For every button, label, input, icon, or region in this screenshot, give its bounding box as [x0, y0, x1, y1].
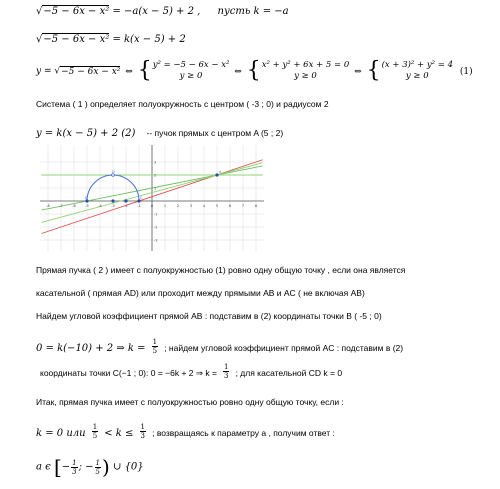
x-tick-label: -2 — [124, 204, 128, 208]
point-A — [216, 174, 219, 177]
point-label: B — [85, 196, 88, 200]
x-tick-label: -7 — [59, 204, 63, 208]
system-2-row: x² + y² + 6x + 5 = 0 — [261, 60, 350, 70]
x-tick-label: -4 — [98, 204, 102, 208]
system-2-row: y ≥ 0 — [294, 71, 317, 81]
x-tick-label: -6 — [72, 204, 76, 208]
iff-symbol: ⇔ — [234, 66, 242, 77]
y-tick-label: 3 — [154, 160, 157, 165]
sqrt-symbol: √ — [36, 34, 43, 45]
fraction-denominator: 5 — [152, 347, 158, 355]
system-tag: (1) — [459, 66, 473, 77]
system-1: { y² = −5 − 6x − x² y ≥ 0 — [137, 58, 230, 83]
x-tick-label: 2 — [176, 204, 180, 208]
iff-symbol: ⇔ — [125, 66, 133, 77]
x-tick-label: -3 — [111, 204, 115, 208]
paragraph-1a: Прямая пучка ( 2 ) имеет с полуокружностью (1) ровно одну общую точку , если она является — [36, 265, 406, 275]
system-3: { (x + 3)² + y² = 4 y ≥ 0 — [366, 58, 453, 83]
x-tick-label: 8 — [254, 204, 258, 208]
x-tick-label: 4 — [202, 204, 206, 208]
pencil-equation: y = k(x − 5) + 2 (2) — [36, 128, 136, 139]
fraction — [95, 459, 101, 476]
fraction-numerator: 1 — [152, 338, 158, 346]
x-tick-label: 7 — [241, 204, 245, 208]
fraction — [140, 423, 146, 440]
fraction-denominator: 5 — [92, 432, 98, 440]
point-label: C — [140, 196, 143, 200]
equation-3-lead: y = — [36, 66, 55, 77]
point-B — [86, 200, 89, 203]
x-tick-label: -1 — [137, 204, 141, 208]
point-extra — [125, 200, 128, 203]
y-tick-label: -1 — [154, 212, 158, 217]
answer: a ϵ [− $\frac{1}{3}$ ; − $\frac{1}{5}$ ) ∪ {0} — [36, 455, 144, 479]
y-tick-label: -3 — [154, 238, 158, 243]
equation-6-start: k = 0 или — [36, 428, 86, 439]
equation-4-after: ; найдем угловой коэффициент прямой AC : подставим в (2) — [164, 343, 404, 353]
equation-5-after: ; для касательной CD k = 0 — [235, 368, 343, 378]
pencil-description: -- пучок прямых с центром A (5 ; 2) — [146, 128, 284, 138]
pencil-line — [36, 121, 283, 140]
equation-2 — [36, 34, 186, 45]
system-1-row: y² = −5 − 6x − x² — [152, 60, 230, 70]
fraction-denominator: 3 — [224, 372, 229, 380]
equation-5-left: координаты точки C(−1 ; 0): 0 = −6k + 2 ⇒ k = — [40, 368, 217, 378]
point-D — [112, 174, 115, 177]
graph-axes — [40, 145, 264, 251]
system-3-row: (x + 3)² + y² = 4 — [381, 60, 453, 70]
sqrt-symbol: √ — [54, 66, 61, 77]
y-tick-label: -2 — [154, 225, 158, 230]
equation-3-radicand: −5 − 6x − x² — [61, 66, 121, 77]
point-center — [112, 200, 115, 203]
fraction-numerator: 1 — [72, 458, 77, 467]
substitution: пусть k = −a — [217, 6, 289, 17]
fraction-numerator: 1 — [95, 458, 101, 467]
point-C — [138, 200, 141, 203]
paragraph-1b: касательной ( прямая AD) или проходит между прямыми AB и AC ( не включая AB) — [36, 288, 365, 298]
fraction-denominator: 3 — [72, 467, 77, 476]
equation-4 — [36, 336, 403, 355]
y-tick-label: 2 — [154, 173, 157, 178]
system-description: Система ( 1 ) определяет полуокружность с центром ( -3 ; 0) и радиусом 2 — [36, 99, 329, 109]
equation-5 — [40, 361, 342, 380]
sqrt-symbol: √ — [36, 6, 43, 17]
fraction-denominator: 3 — [140, 432, 145, 440]
system-3-row: y ≥ 0 — [405, 71, 429, 81]
equation-3 — [36, 60, 473, 82]
paragraph-2: Найдем угловой коэффициент прямой AB : подставим в (2) координаты точки B ( -5 ; 0) — [36, 311, 382, 321]
x-tick-label: 0 — [150, 204, 154, 208]
fraction — [152, 338, 158, 355]
answer-union: ∪ {0} — [113, 461, 144, 473]
fraction-numerator: 1 — [140, 423, 145, 431]
fraction-numerator: 1 — [224, 363, 229, 371]
x-tick-label: 5 — [215, 204, 219, 208]
x-tick-label: 3 — [189, 204, 193, 208]
system-2: { x² + y² + 6x + 5 = 0 y ≥ 0 — [246, 58, 350, 83]
equation-1 — [36, 6, 289, 17]
system-1-row: y ≥ 0 — [179, 71, 203, 81]
x-tick-label: 6 — [228, 204, 232, 208]
fraction — [92, 423, 98, 440]
answer-prefix: a ϵ — [36, 461, 51, 473]
equation-6-after: ; возвращаясь к параметру a , получим ответ : — [152, 428, 335, 438]
fraction-denominator: 5 — [95, 467, 101, 476]
equation-1-radicand: −5 − 6x − x² — [43, 6, 110, 17]
y-tick-label: 1 — [154, 186, 157, 191]
left-bracket: [ — [53, 455, 62, 479]
answer-separator: ; − — [78, 461, 94, 473]
equation-6 — [36, 421, 335, 440]
x-tick-label: -8 — [46, 204, 50, 208]
fraction — [223, 363, 229, 380]
fraction-numerator: 1 — [92, 423, 98, 431]
graph — [36, 143, 268, 253]
equation-2-radicand: −5 − 6x − x² — [43, 34, 110, 45]
equation-1-rhs: = −a(x − 5) + 2 , — [112, 6, 201, 17]
x-tick-label: -5 — [85, 204, 89, 208]
equation-4-left: 0 = k(−10) + 2 ⇒ k = — [36, 343, 146, 354]
x-tick-label: 1 — [163, 204, 167, 208]
equation-2-rhs: = k(x − 5) + 2 — [112, 34, 186, 45]
point-label: A — [219, 170, 222, 174]
right-paren: ) — [102, 455, 110, 479]
point-label: D — [112, 170, 115, 174]
iff-symbol: ⇔ — [354, 66, 362, 77]
equation-6-middle: < k ≤ — [104, 428, 134, 439]
fraction — [71, 459, 77, 476]
paragraph-3: Итак, прямая пучка имеет с полуокружностью ровно одну общую точку, если : — [36, 397, 344, 407]
